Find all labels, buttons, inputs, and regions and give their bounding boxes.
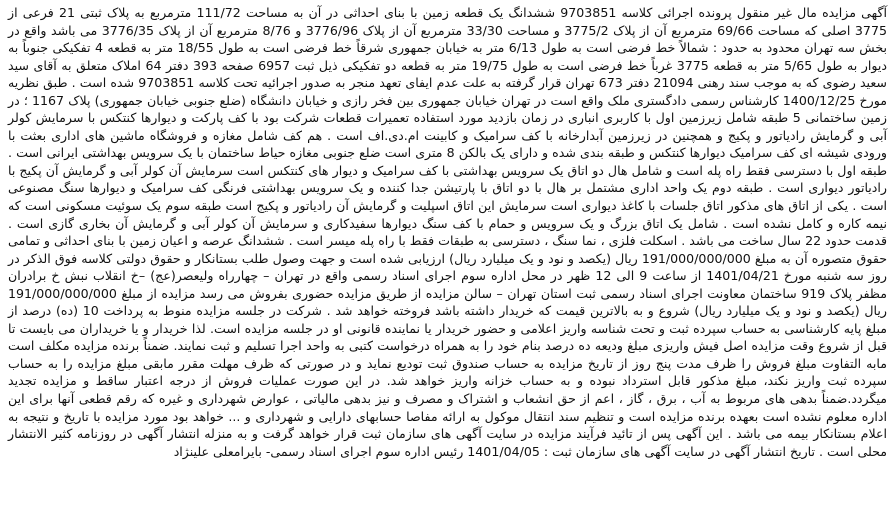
notice-body-text: آگهی مزایده مال غیر منقول پرونده اجرائی کلاسه 9703851 ششدانگ یک قطعه زمین با بنای احداثی در آن به مساحت 111/72 مترمربع به پلاک ثبتی 21 فرعی از 3775 اصلی که مساحت 69/66 مترمربع آن از پلاک 3775/2 و مساحت 33/30 مترمربع آن از پلاک 3776/96 و 8/76 مترمربع آن از پلاک 3776/35 می باشد واقع در بخش سه تهران محدود به حدود : شمالاً خط فرضی است به طول 6/13 متر به خیابان جمهوری شرقاً خط فرضی است به طول 18/55 متر به قطعه 4 تفکیکی جنوباً به دیوار به طول 5/65 متر به قطعه 3775 غرباً خط فرضی است به طول 19/75 متر به قطعه دو تفکیکی ذیل ثبت 6957 صفحه 393 دفتر 64 املاک متعلق به آقای سید سعید رضوی که به موجب سند رهنی 21094 دفتر 673 تهران قرار گرفته به علت عدم ایفای تعهد منجر به صدور اجرائیه تحت کلاسه 9703851 شده است . طبق نظریه مورخ 1400/12/25 کارشناس رسمی دادگستری ملک واقع است در تهران خیابان جمهوری بین فخر رازی و خیابان دانشگاه (ضلع جنوبی خیابان جمهوری) پلاک 1167 ؛ در زمین ساختمانی 5 طبقه شامل زیرزمین اول با کاربری انباری در زمان بازدید مورد استفاده تعمیرات قطعات شرکت بود با کف پارکت و دیوارها کنتکس با سرمایش کولر آبی و گرمایش رادیاتور و پکیج و همچنین در زیرزمین آبدارخانه با کف سرامیک و کابینت ام.دی.اف است . هم کف شامل مغازه و فروشگاه ماشین های اداری بعثت با ورودی شیشه ای کف سرامیک دیوارها کنتکس و طبقه بندی شده و دارای یک بالکن 8 متری است ضلع جنوبی مغازه حیاط ساختمان با یک سرویس بهداشتی ایرانی است . طبقه اول با دسترسی فقط راه پله است و شامل هال دو اتاق یک سرویس بهداشتی با کف سرامیک و دیوار های کنتکس است سرمایش آن کولر آبی و گرمایش آن پکیج با رادیاتور دیواری است . طبقه دوم یک واحد اداری مشتمل بر هال با دو اتاق با پارتیشن جدا کننده و یک سرویس بهداشتی فرنگی کف سرامیک و دیوارها سنگ مصنوعی است . یکی از اتاق های مذکور اتاق جلسات با کاغذ دیواری است سرمایش این اتاق اسپلیت و گرمایش آن رادیاتور و پکیج است طبقه سوم یک سوئیت مسکونی است که نیمه کاره و کامل نشده است . شامل یک اتاق بزرگ و یک سرویس و حمام با کف سنگ دیوارها سفیدکاری و سرمایش آن کولر آبی و گرمایش آن بخاری گازی است . قدمت حدود 22 سال ساخت می باشد . اسکلت فلزی ، نما سنگ ، دسترسی به طبقات فقط با راه پله میسر است . ششدانگ عرصه و اعیان زمین با بنای احداثی و تمامی حقوق متصوره آن به مبلغ 191/000/000/000 ریال (یکصد و نود و یک میلیارد ریال) ارزیابی شده است و جهت وصول طلب بستانکار و حقوق دولتی کلاسه فوق الذکر در روز سه شنبه مورخ 1401/04/21 از ساعت 9 الی 12 ظهر در محل اداره سوم اجرای اسناد رسمی واقع در تهران – چهارراه ولیعصر(عج) –خ انقلاب نبش خ برادران مظفر پلاک 919 ساختمان معاونت اجرای اسناد رسمی ثبت استان تهران – سالن مزایده از طریق مزایده حضوری بفروش می رسد مزایده از مبلغ 191/000/000/000 ریال (یکصد و نود و یک میلیارد ریال) شروع و به بالاترین قیمت که خریدار داشته باشد فروخته خواهد شد . شرکت در جلسه مزایده منوط به پرداخت 10 (ده) درصد از مبلغ پایه کارشناسی به حساب سپرده ثبت و تحت شناسه واریز اعلامی و حضور خریدار یا نماینده قانونی او در جلسه مزایده است. لذا خریدار و یا خریداران می بایست تا قبل از شروع وقت مزایده اصل فیش واریزی مبلغ ودیعه ده درصد بنام خود را به همراه درخواست کتبی به واحد اجرا تسلیم و ثبت نمایند. ضمناً برنده مزایده مکلف است مابه التفاوت مبلغ فروش را ظرف مدت پنج روز از تاریخ مزایده به حساب صندوق ثبت تودیع نماید و در صورتی که ظرف مهلت مقرر مابقی مبلغ مزایده را به حساب سپرده ثبت واریز نکند، مبلغ مذکور قابل استرداد نبوده و به حساب خزانه واریز خواهد شد. در این صورت عملیات فروش از درجه اعتبار ساقط و مزایده تجدید میگردد.ضمناً بدهی های مربوط به آب ، برق ، گاز ، اعم از حق انشعاب و اشتراک و مصرف و نیز بدهی مالیاتی ، عوارض شهرداری و غیره که رقم قطعی آنها برای این اداره معلوم نشده است بعهده برنده مزایده است و تنظیم سند انتقال موکول به ارائه مفاصا حسابهای دارایی و شهرداری و ... خواهد بود مورد مزایده با تاریخ و نتیجه به اعلام بستانکار بیمه می باشد . این آگهی پس از تائید فرآیند مزایده در سایت آگهی های سازمان ثبت قرار خواهد گرفت و به منزله انتشار آگهی در روزنامه کثیر الانتشار محلی است . تاریخ انتشار آگهی در سایت آگهی های سازمان ثبت : 1401/04/05 رئیس اداره سوم اجرای اسناد رسمی- بایرامعلی علینژاد	[8, 5, 888, 459]
